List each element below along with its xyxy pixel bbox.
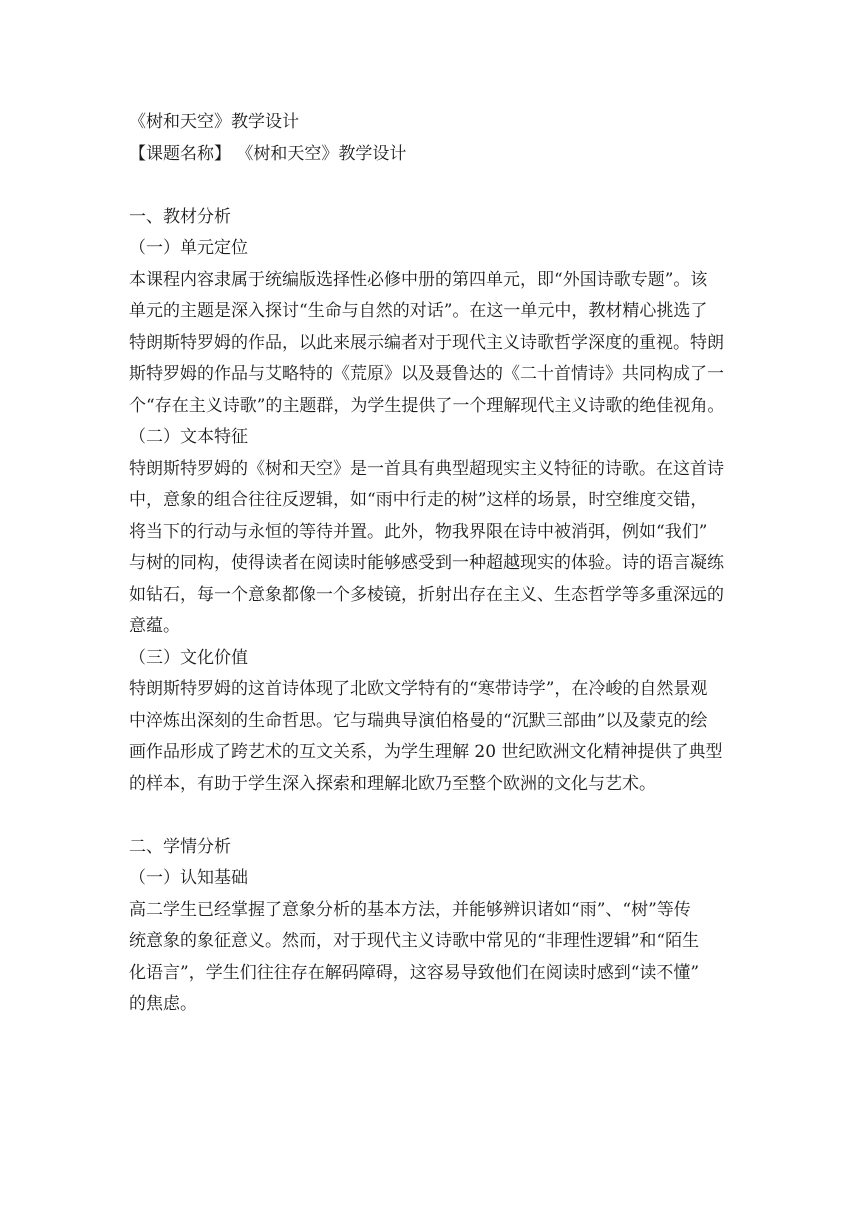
blank-line: [129, 170, 735, 202]
paragraph-line: 本课程内容隶属于统编版选择性必修中册的第四单元，即“外国诗歌专题”。该: [129, 269, 708, 290]
paragraph-cultural-value: [129, 674, 735, 800]
paragraph-line: 特朗斯特罗姆的这首诗体现了北欧文学特有的“寒带诗学”，在冷峻的自然景观: [129, 679, 708, 699]
subheading-cognitive-basis: （一）认知基础: [129, 868, 248, 888]
paragraph-line: 特朗斯特罗姆的作品，以此来展示编者对于现代主义诗歌哲学深度的重视。特朗: [129, 332, 724, 353]
paragraph-line: 统意象的象征意义。然而，对于现代主义诗歌中常见的“非理性逻辑”和“陌生: [129, 931, 700, 951]
paragraph-line: 特朗斯特罗姆的《树和天空》是一首具有典型超现实主义特征的诗歌。在这首诗: [129, 458, 724, 479]
paragraph-line: 中，意象的组合往往反逻辑，如“雨中行走的树”这样的场景，时空维度交错，: [129, 490, 708, 510]
topic-name-line: 【课题名称】 《树和天空》教学设计: [129, 143, 407, 164]
paragraph-line: 斯特罗姆的作品与艾略特的《荒原》以及聂鲁达的《二十首情诗》共同构成了一: [129, 364, 724, 384]
paragraph-line: 意蕴。: [129, 616, 180, 636]
document-body: [129, 107, 735, 1021]
section-heading-student-analysis: 二、学情分析: [129, 836, 231, 857]
subheading-unit-position: （一）单元定位: [129, 238, 248, 258]
paragraph-line: 如钻石，每一个意象都像一个多棱镜，折射出存在主义、生态哲学等多重深远的: [129, 584, 724, 605]
paragraph-line: 化语言”，学生们往往存在解码障碍，这容易导致他们在阅读时感到“读不懂”: [129, 962, 700, 983]
paragraph-text-features: [129, 454, 735, 643]
blank-line: [129, 800, 735, 832]
paragraph-line: 高二学生已经掌握了意象分析的基本方法，并能够辨识诸如“雨”、“树”等传: [129, 899, 691, 920]
subheading-text-features: （二）文本特征: [129, 427, 248, 447]
paragraph-unit-position: [129, 265, 735, 423]
paragraph-line: 个“存在主义诗歌”的主题群，为学生提供了一个理解现代主义诗歌的绝佳视角。: [129, 395, 725, 416]
paragraph-line: 中淬炼出深刻的生命哲思。它与瑞典导演伯格曼的“沉默三部曲”以及蒙克的绘: [129, 710, 708, 731]
document-title: 《树和天空》教学设计: [129, 112, 299, 132]
subheading-cultural-value: （三）文化价值: [129, 647, 248, 668]
paragraph-line: 的焦虑。: [129, 994, 197, 1014]
paragraph-line: 画作品形成了跨艺术的互文关系，为学生理解 20 世纪欧洲文化精神提供了典型: [129, 742, 723, 762]
paragraph-line: 的样本，有助于学生深入探索和理解北欧乃至整个欧洲的文化与艺术。: [129, 773, 656, 794]
section-heading-textbook-analysis: 一、教材分析: [129, 206, 231, 227]
paragraph-line: 单元的主题是深入探讨“生命与自然的对话”。在这一单元中，教材精心挑选了: [129, 301, 708, 321]
paragraph-line: 与树的同构，使得读者在阅读时能够感受到一种超越现实的体验。诗的语言凝练: [129, 553, 724, 573]
paragraph-line: 将当下的行动与永恒的等待并置。此外，物我界限在诗中被消弭，例如“我们”: [129, 521, 708, 542]
paragraph-cognitive-basis: [129, 895, 735, 1021]
